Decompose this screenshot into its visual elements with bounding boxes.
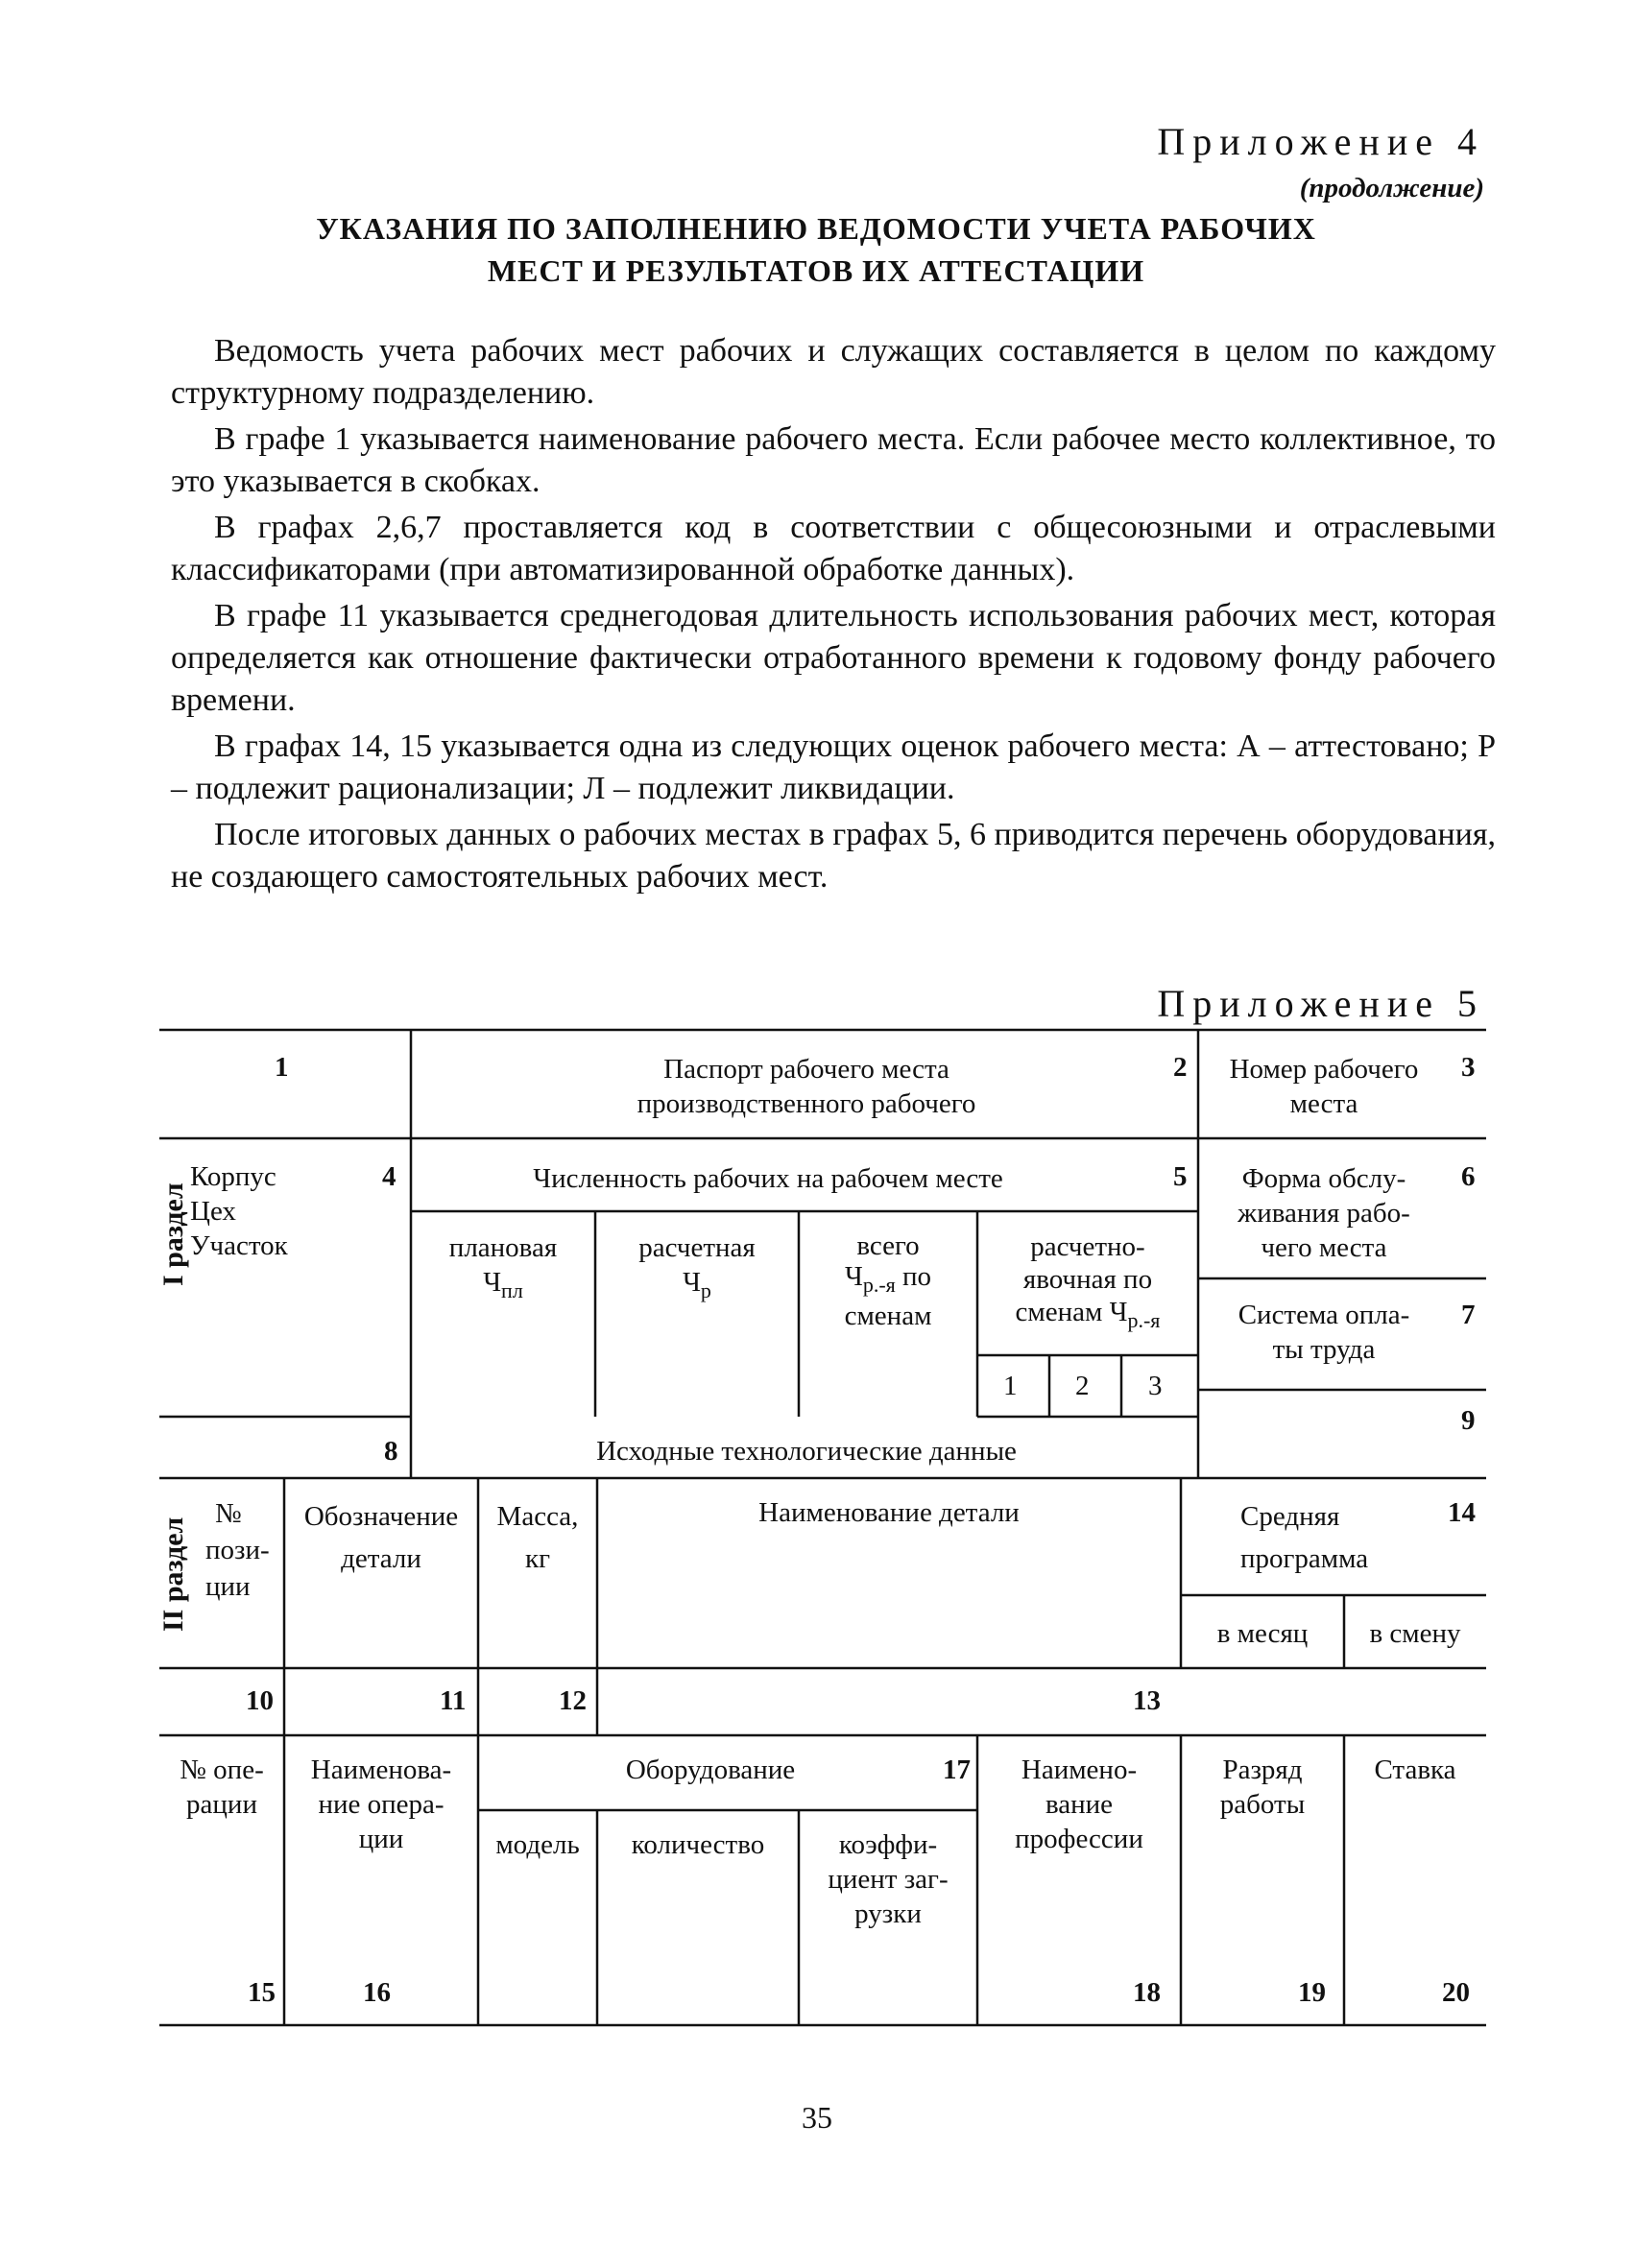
total-label: всего — [856, 1230, 920, 1261]
profession-line-3: профессии — [1015, 1824, 1143, 1854]
attendance-subscript: р.-я — [1127, 1307, 1161, 1332]
position-header — [205, 1495, 270, 1605]
col-20-number: 20 — [1442, 1977, 1470, 2008]
pay-system-line-2: ты труда — [1272, 1334, 1376, 1365]
paragraph-3: В графах 2,6,7 проставляется код в соответствии с общесоюзными и отраслевыми классификаторами (при автоматизированной обработке данных). — [171, 510, 1496, 587]
shop-label: Цех — [190, 1196, 236, 1227]
planned-subscript: пл — [501, 1277, 523, 1302]
attendance-line-3: сменам Ч — [1015, 1297, 1128, 1327]
col-10-number: 10 — [246, 1685, 274, 1716]
passport-title — [538, 1052, 1075, 1121]
load-factor-line-1: коэффи- — [838, 1829, 938, 1860]
building-label: Корпус — [190, 1161, 276, 1192]
paragraph-4: В графе 11 указывается среднегодовая длительность использования рабочих мест, которая определяется как отношение фактически отработанного времени к годовому фонду рабочего времени. — [171, 598, 1496, 718]
service-form-line-3: чего места — [1261, 1232, 1387, 1263]
mass-header — [480, 1495, 595, 1580]
designation-header — [284, 1495, 478, 1580]
equipment-header: Оборудование — [625, 1755, 796, 1785]
mass-line-2: кг — [525, 1543, 550, 1574]
operation-number-line-2: рации — [186, 1789, 257, 1820]
calculated-symbol: Ч — [683, 1267, 701, 1298]
designation-line-2: детали — [341, 1543, 421, 1574]
workplace-number-line-2: места — [1289, 1088, 1358, 1119]
load-factor-line-2: циент заг- — [828, 1864, 949, 1895]
title-line-1: УКАЗАНИЯ ПО ЗАПОЛНЕНИЮ ВЕДОМОСТИ УЧЕТА РАБОЧИХ — [316, 211, 1316, 246]
load-factor-line-3: рузки — [854, 1898, 922, 1929]
total-shifts-header — [801, 1230, 975, 1331]
col-6-number: 6 — [1461, 1161, 1476, 1192]
section-2-label: II раздел — [157, 1516, 189, 1632]
col-14-number: 14 — [1448, 1497, 1476, 1528]
calculated-subscript: р — [700, 1277, 711, 1302]
title-line-2: МЕСТ И РЕЗУЛЬТАТОВ ИХ АТТЕСТАЦИИ — [487, 253, 1145, 288]
rate-header: Ставка — [1374, 1755, 1456, 1785]
col-12-number: 12 — [559, 1685, 587, 1716]
paragraph-6: После итоговых данных о рабочих местах в графах 5, 6 приводится перечень оборудования, не создающего самостоятельных рабочих мест. — [171, 817, 1496, 895]
section-1-label: I раздел — [157, 1182, 189, 1286]
per-month-header: в месяц — [1216, 1618, 1309, 1649]
headcount-header: Численность рабочих на рабочем месте — [533, 1163, 1003, 1194]
profession-header — [977, 1753, 1181, 1856]
col-18-number: 18 — [1133, 1977, 1161, 2008]
load-factor-header — [799, 1827, 977, 1931]
col-11-number: 11 — [440, 1685, 467, 1716]
pay-system-line-1: Система опла- — [1238, 1300, 1410, 1330]
area-label: Участок — [190, 1230, 288, 1261]
tech-data-header: Исходные технологические данные — [596, 1436, 1017, 1467]
paragraph-5: В графах 14, 15 указывается одна из следующих оценок рабочего места: А – аттестовано; Р – подлежит рационализации; Л – подлежит ликвидации. — [171, 728, 1496, 806]
grade-line-2: работы — [1219, 1789, 1306, 1820]
operation-number-line-1: № опе- — [180, 1755, 264, 1785]
total-by: по — [902, 1261, 932, 1292]
col-16-number: 16 — [363, 1977, 391, 2008]
planned-symbol: Ч — [483, 1267, 502, 1298]
col-15-number: 15 — [248, 1977, 276, 2008]
model-header: модель — [495, 1829, 580, 1860]
attendance-line-2: явочная по — [1022, 1264, 1153, 1295]
shift-3: 3 — [1148, 1371, 1163, 1401]
paragraph-2: В графе 1 указывается наименование рабочего места. Если рабочее место коллективное, то это указывается в скобках. — [171, 421, 1496, 499]
grade-line-1: Разряд — [1222, 1755, 1303, 1785]
col-8-number: 8 — [384, 1436, 398, 1467]
pay-system-header — [1204, 1298, 1444, 1367]
col-7-number: 7 — [1461, 1300, 1476, 1330]
col-13-number: 13 — [1133, 1685, 1161, 1716]
col-5-number: 5 — [1173, 1161, 1188, 1192]
passport-title-line-1: Паспорт рабочего места — [663, 1054, 949, 1085]
col-19-number: 19 — [1298, 1977, 1326, 2008]
operation-number-header — [159, 1753, 284, 1822]
col-2-number: 2 — [1173, 1052, 1188, 1083]
profession-line-1: Наимено- — [1021, 1755, 1138, 1785]
attendance-line-1: расчетно- — [1030, 1231, 1145, 1262]
col-4-number: 4 — [382, 1161, 396, 1192]
page-number: 35 — [802, 2100, 832, 2135]
avg-program-line-2: программа — [1240, 1543, 1369, 1574]
mass-line-1: Масса, — [496, 1501, 579, 1532]
position-line-3: ции — [205, 1571, 251, 1602]
designation-line-1: Обозначение — [303, 1501, 459, 1532]
col-1-number: 1 — [275, 1052, 289, 1083]
total-shifts-word: сменам — [844, 1300, 932, 1331]
col-17-number: 17 — [943, 1755, 971, 1785]
position-line-1: № — [215, 1498, 242, 1529]
service-form-line-1: Форма обслу- — [1241, 1163, 1406, 1194]
grade-header — [1181, 1753, 1344, 1822]
operation-name-line-1: Наименова- — [310, 1755, 452, 1785]
appendix-4-label: Приложение 4 — [1157, 120, 1484, 163]
calculated-label: расчетная — [638, 1232, 756, 1263]
calculated-header — [597, 1230, 797, 1308]
planned-label: плановая — [448, 1232, 558, 1263]
quantity-header: количество — [631, 1829, 765, 1860]
planned-header — [413, 1230, 593, 1308]
col-9-number: 9 — [1461, 1405, 1476, 1436]
avg-program-line-1: Средняя — [1240, 1501, 1340, 1532]
total-symbol: Ч — [844, 1261, 863, 1292]
operation-name-line-2: ние опера- — [318, 1789, 445, 1820]
service-form-line-2: живания рабо- — [1238, 1198, 1410, 1229]
total-subscript: р.-я — [862, 1272, 896, 1297]
operation-name-header — [286, 1753, 476, 1856]
position-line-2: пози- — [205, 1535, 270, 1565]
profession-line-2: вание — [1045, 1789, 1114, 1820]
paragraph-1: Ведомость учета рабочих мест рабочих и служащих составляется в целом по каждому структурному подразделению. — [171, 333, 1496, 411]
shift-1: 1 — [1003, 1371, 1018, 1401]
workplace-number-header — [1204, 1052, 1444, 1121]
attendance-header — [979, 1230, 1196, 1337]
avg-program-header — [1240, 1495, 1368, 1580]
passport-title-line-2: производственного рабочего — [637, 1088, 976, 1119]
continuation-label: (продолжение) — [1299, 173, 1484, 203]
appendix-5-label: Приложение 5 — [1157, 982, 1484, 1025]
operation-name-line-3: ции — [358, 1824, 404, 1854]
shift-2: 2 — [1075, 1371, 1090, 1401]
part-name-header: Наименование детали — [758, 1497, 1020, 1528]
service-form-header — [1204, 1161, 1444, 1265]
per-shift-header: в смену — [1369, 1618, 1461, 1649]
workplace-number-line-1: Номер рабочего — [1229, 1054, 1419, 1085]
col-3-number: 3 — [1461, 1052, 1476, 1083]
